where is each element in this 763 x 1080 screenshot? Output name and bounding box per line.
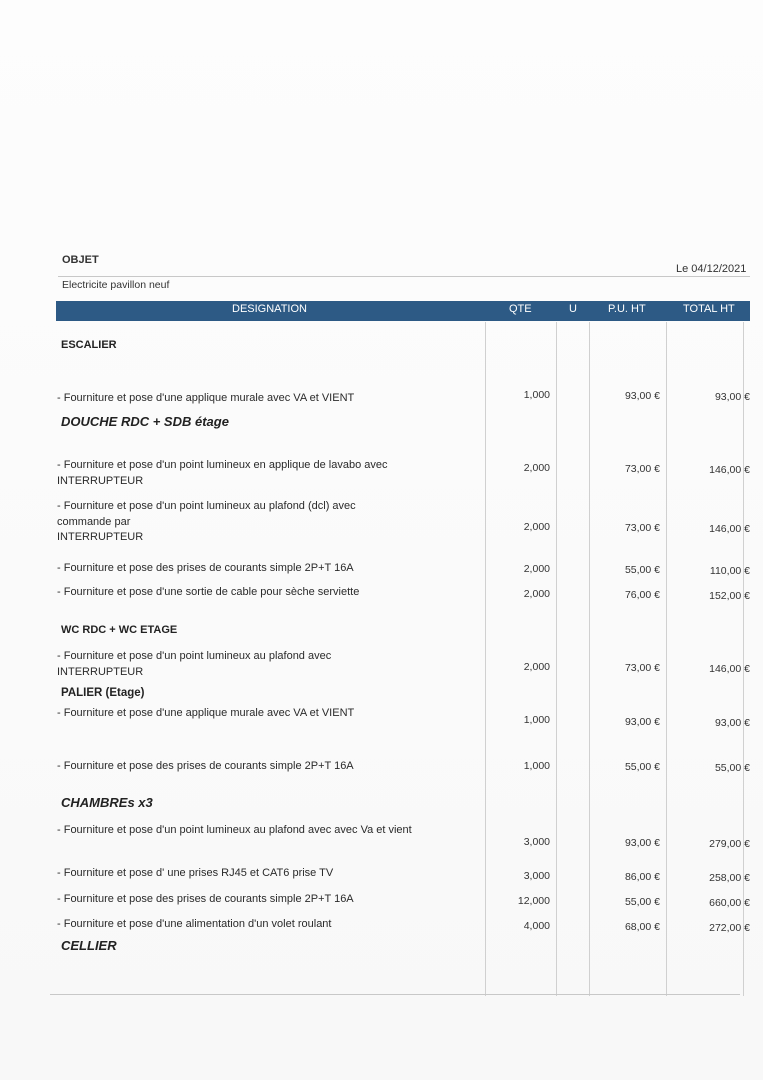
row-pu: 68,00 € (624, 921, 660, 933)
col-separator (743, 322, 744, 996)
row-total: 110,00 € (709, 565, 750, 577)
row-desc: - Fourniture et pose d'une alimentation d'un volet roulant (57, 918, 332, 930)
row-qte: 2,000 (523, 462, 550, 474)
row-qte: 2,000 (523, 563, 550, 575)
section-douche: DOUCHE RDC + SDB étage (61, 414, 229, 429)
row-total: 258,00 € (709, 872, 750, 884)
row-desc: - Fourniture et pose d'un point lumineux au plafond avec avec Va et vient (57, 824, 412, 836)
row-qte: 1,000 (523, 760, 550, 772)
row-total: 146,00 € (709, 663, 750, 675)
row-pu: 73,00 € (624, 463, 660, 475)
objet-value: Electricite pavillon neuf (62, 279, 170, 291)
row-total: 660,00 € (709, 897, 750, 909)
section-palier: PALIER (Etage) (61, 687, 145, 699)
quote-date: Le 04/12/2021 (676, 263, 747, 275)
row-total: 55,00 € (714, 762, 750, 774)
row-total: 93,00 € (714, 717, 750, 729)
objet-label: OBJET (62, 254, 99, 266)
row-desc-line: commande par (57, 515, 131, 528)
col-separator (666, 322, 667, 996)
table-header (56, 301, 750, 321)
col-total: TOTAL HT (683, 303, 735, 315)
row-qte: 3,000 (523, 836, 550, 848)
row-desc: - Fourniture et pose d'un point lumineux au plafond avec INTERRUPTEUR (57, 650, 332, 678)
row-desc-line: INTERRUPTEUR (57, 531, 144, 543)
col-qte: QTE (509, 303, 532, 315)
row-total: 279,00 € (709, 838, 750, 850)
row-desc-line: - Fourniture et pose d'un point lumineux au plafond (dcl) avec (57, 500, 356, 512)
row-qte: 2,000 (523, 521, 550, 533)
row-pu: 73,00 € (624, 662, 660, 674)
table-bottom-line (50, 994, 740, 995)
row-pu: 55,00 € (624, 761, 660, 773)
row-pu: 93,00 € (624, 716, 660, 728)
row-pu: 55,00 € (624, 896, 660, 908)
row-desc: - Fourniture et pose d'un point lumineux en applique de lavabo avec INTERRUPTEUR (57, 459, 388, 487)
row-total: 146,00 € (709, 464, 750, 476)
section-chambres: CHAMBREs x3 (61, 795, 153, 810)
section-escalier: ESCALIER (61, 339, 117, 351)
row-desc: - Fourniture et pose des prises de courants simple 2P+T 16A (57, 562, 354, 574)
row-qte: 12,000 (517, 895, 550, 907)
row-total: 272,00 € (709, 922, 750, 934)
row-pu: 73,00 € (624, 522, 660, 534)
col-designation: DESIGNATION (232, 303, 307, 315)
section-cellier: CELLIER (61, 938, 117, 953)
row-pu: 86,00 € (624, 871, 660, 883)
row-desc-multiline (57, 499, 477, 546)
col-pu: P.U. HT (608, 303, 646, 315)
row-total: 152,00 € (709, 590, 750, 602)
row-pu: 93,00 € (624, 837, 660, 849)
row-qte: 2,000 (523, 661, 550, 673)
row-desc: - Fourniture et pose des prises de courants simple 2P+T 16A (57, 893, 354, 905)
row-qte: 3,000 (523, 870, 550, 882)
row-pu: 76,00 € (624, 589, 660, 601)
col-separator (589, 322, 590, 996)
row-desc: - Fourniture et pose d' une prises RJ45 et CAT6 prise TV (57, 867, 334, 879)
row-desc: - Fourniture et pose d'une applique murale avec VA et VIENT (57, 392, 355, 404)
row-pu: 55,00 € (624, 564, 660, 576)
row-desc: - Fourniture et pose d'une sortie de cable pour sèche serviette (57, 586, 360, 598)
row-qte: 2,000 (523, 588, 550, 600)
row-total: 93,00 € (714, 391, 750, 403)
col-u: U (569, 303, 577, 315)
header-divider (58, 276, 750, 277)
section-wc: WC RDC + WC ETAGE (61, 624, 178, 636)
row-pu: 93,00 € (624, 390, 660, 402)
row-qte: 1,000 (523, 714, 550, 726)
row-qte: 4,000 (523, 920, 550, 932)
col-separator (556, 322, 557, 996)
row-qte: 1,000 (523, 389, 550, 401)
row-desc: - Fourniture et pose des prises de courants simple 2P+T 16A (57, 760, 354, 772)
row-desc: - Fourniture et pose d'une applique murale avec VA et VIENT (57, 707, 355, 719)
row-total: 146,00 € (709, 523, 750, 535)
